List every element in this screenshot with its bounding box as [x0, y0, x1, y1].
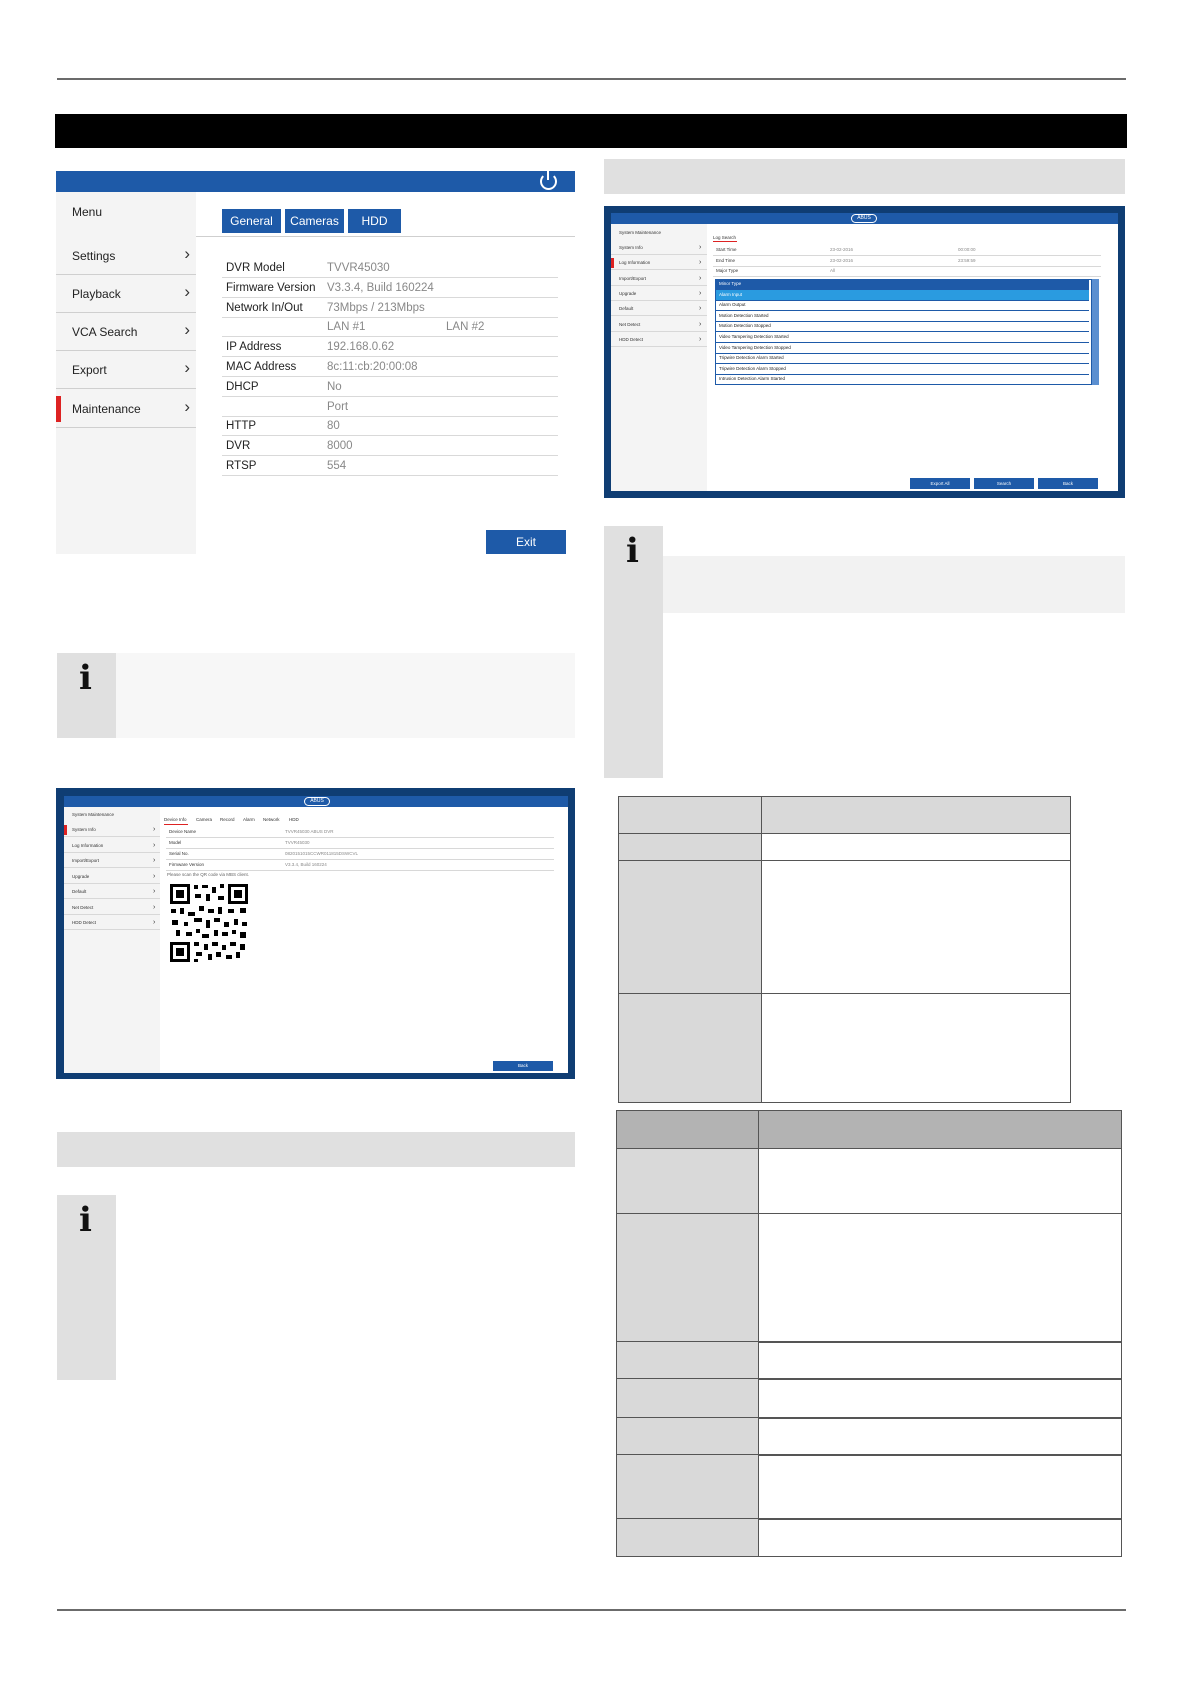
sysinfo-sidebar-item[interactable]: Import/Export: [72, 858, 100, 863]
table2-value-cell: [758, 1378, 1122, 1419]
log-sidebar-item[interactable]: HDD Detect: [619, 336, 644, 342]
tab-log-search[interactable]: Log Search: [713, 235, 737, 240]
divider: [166, 837, 554, 838]
chevron-right-icon: ›: [153, 919, 156, 926]
tab-hdd[interactable]: HDD: [348, 209, 401, 233]
chevron-right-icon: ›: [699, 274, 702, 282]
table2-label-cell: [616, 1213, 759, 1343]
divider: [713, 276, 1101, 277]
sysinfo-row-label: Model: [169, 840, 182, 845]
info-row: [222, 258, 558, 278]
chevron-right-icon: ›: [699, 244, 702, 251]
chevron-right-icon: ›: [153, 888, 156, 895]
info-row: [222, 397, 558, 417]
info-row-label: DVR Model: [226, 262, 285, 274]
table1-header-cell: [761, 796, 1071, 834]
sysinfo-sidebar-item[interactable]: Default: [72, 889, 87, 894]
event-type-option[interactable]: Alarm Output: [716, 300, 1089, 311]
table2-label-cell: [616, 1417, 759, 1456]
qr-note: Please scan the QR code via MBS client.: [167, 872, 250, 877]
table2-label-cell: [616, 1148, 759, 1214]
info-row-value-2: LAN #2: [446, 321, 485, 334]
footer-rule: [57, 1609, 1126, 1611]
table2-value-cell: [758, 1148, 1122, 1214]
table1-value-cell: [761, 833, 1071, 861]
chevron-right-icon: ›: [153, 826, 156, 833]
chevron-right-icon: ›: [699, 320, 702, 328]
info-icon: i: [626, 531, 639, 571]
table1-value-cell: [761, 993, 1071, 1103]
abus-logo: ABUS: [851, 214, 877, 223]
sysinfo-title: System Maintenance: [72, 812, 115, 817]
log-sidebar-item[interactable]: Default: [619, 306, 634, 312]
table1-label-cell: [618, 833, 762, 861]
chevron-right-icon: ›: [153, 903, 156, 911]
divider: [611, 300, 707, 301]
header-rule: [57, 78, 1126, 80]
info-row-label: MAC Address: [226, 361, 297, 373]
log-button[interactable]: Export All: [910, 478, 970, 489]
divider: [64, 836, 160, 837]
menu-top-bar: [56, 171, 575, 192]
info-row-label: DVR: [226, 440, 251, 453]
sysinfo-tab[interactable]: Camera: [196, 817, 213, 822]
divider: [611, 269, 707, 270]
table1-header-cell: [618, 796, 762, 834]
table1-value-cell: [761, 860, 1071, 994]
info-row-value: 554: [327, 460, 347, 472]
chevron-right-icon: ›: [184, 244, 190, 263]
divider: [166, 848, 554, 849]
chevron-right-icon: ›: [699, 335, 702, 343]
tab-underline: [196, 236, 575, 237]
divider: [611, 285, 707, 286]
divider: [64, 852, 160, 853]
table2-header-cell: [758, 1110, 1122, 1149]
info-box-body: [663, 556, 1125, 613]
divider: [64, 914, 160, 915]
sysinfo-row-label: Firmware Version: [169, 862, 205, 867]
active-marker: [611, 258, 614, 268]
table2-value-cell: [758, 1417, 1122, 1456]
divider: [713, 266, 1101, 267]
sysinfo-back-button[interactable]: Back: [493, 1061, 553, 1071]
log-title: System Maintenance: [619, 230, 662, 235]
event-list-scrollbar[interactable]: [1092, 279, 1099, 385]
table2-value-cell: [758, 1454, 1122, 1520]
table2-value-cell: [758, 1213, 1122, 1343]
sidebar-item-export[interactable]: Export ›: [56, 351, 196, 389]
divider: [166, 859, 554, 860]
sysinfo-sidebar-item[interactable]: System Info: [72, 827, 96, 832]
divider: [166, 870, 554, 871]
menu-title: Menu: [72, 205, 103, 219]
log-sidebar-item[interactable]: Log Information: [619, 260, 651, 266]
divider: [611, 315, 707, 316]
event-type-option[interactable]: Minor Type: [716, 279, 1089, 290]
tab-general[interactable]: General: [222, 209, 281, 233]
info-row: [222, 298, 558, 318]
table2-label-cell: [616, 1341, 759, 1380]
divider: [713, 255, 1101, 256]
event-type-option[interactable]: Intrusion Detection Alarm Started: [716, 374, 1089, 385]
table2-label-cell: [616, 1518, 759, 1557]
tab-underline: [713, 241, 737, 242]
sysinfo-sidebar-item[interactable]: Net Detect: [72, 904, 94, 910]
info-row-value: 73Mbps / 213Mbps: [327, 301, 425, 314]
chevron-right-icon: ›: [153, 857, 156, 864]
sysinfo-row-value: 0820151015CCWR011815DSWCVL: [285, 851, 358, 856]
info-row-value: V3.3.4, Build 160224: [327, 281, 434, 294]
sidebar-item-vca-search[interactable]: VCA Search ›: [56, 313, 196, 351]
info-row-label: Firmware Version: [226, 281, 316, 294]
log-button[interactable]: Search: [974, 478, 1034, 489]
active-marker: [64, 825, 67, 835]
info-row: [222, 337, 558, 357]
info-icon: i: [79, 658, 92, 698]
event-type-option[interactable]: Tripwire Detection Alarm Started: [716, 353, 1089, 364]
event-type-option[interactable]: Video Tampering Detection Stopped: [716, 343, 1089, 354]
info-row-value: LAN #1: [327, 321, 366, 334]
info-row-label: Network In/Out: [226, 301, 303, 314]
divider: [64, 867, 160, 868]
info-row: [222, 278, 558, 298]
chevron-right-icon: ›: [699, 259, 702, 267]
table2-header-cell: [616, 1110, 759, 1149]
log-sidebar-item[interactable]: Net Detect: [619, 321, 641, 327]
event-type-option[interactable]: Tripwire Detection Alarm Stopped: [716, 364, 1089, 375]
sysinfo-sidebar-item[interactable]: Upgrade: [72, 873, 90, 879]
info-row-value: 8000: [327, 440, 353, 453]
chevron-right-icon: ›: [184, 358, 190, 377]
log-field-value[interactable]: 23-02-2016: [830, 247, 854, 252]
abus-logo: ABUS: [304, 797, 330, 806]
info-row: [222, 416, 558, 436]
qr-code-image: [168, 882, 250, 964]
power-icon[interactable]: [540, 173, 557, 190]
log-sidebar-item[interactable]: Upgrade: [619, 290, 637, 296]
table1-label-cell: [618, 993, 762, 1103]
log-sidebar-item[interactable]: Import/Export: [619, 275, 647, 281]
sysinfo-sidebar-item[interactable]: HDD Detect: [72, 920, 97, 925]
sysinfo-row-value: TVVR45030: [285, 840, 310, 845]
chevron-right-icon: ›: [184, 320, 190, 339]
chevron-right-icon: ›: [184, 282, 190, 301]
info-row: [222, 357, 558, 377]
divider: [64, 883, 160, 884]
chevron-right-icon: ›: [699, 289, 702, 297]
divider: [64, 929, 160, 930]
info-row-value: 80: [327, 420, 340, 433]
table1-label-cell: [618, 860, 762, 994]
info-row-value: No: [327, 380, 342, 393]
sysinfo-tab[interactable]: Device Info: [164, 817, 187, 822]
event-type-option[interactable]: Motion Detection Started: [716, 311, 1089, 322]
info-icon: i: [79, 1200, 92, 1240]
log-field-label: End Time: [716, 257, 736, 263]
chevron-right-icon: ›: [153, 841, 156, 849]
log-field-value[interactable]: All: [830, 268, 836, 273]
sysinfo-row-label: Device Name: [169, 829, 197, 834]
sysinfo-row-value: TVVR45030 ABUS DVR: [285, 829, 334, 834]
sidebar-item-settings[interactable]: Settings ›: [56, 237, 196, 275]
table2-value-cell: [758, 1341, 1122, 1380]
event-type-option[interactable]: Video Tampering Detection Started: [716, 332, 1089, 343]
sysinfo-tab[interactable]: Record: [220, 817, 235, 822]
log-field-time[interactable]: 00:00:00: [958, 247, 976, 252]
info-row-label: IP Address: [226, 341, 282, 354]
info-row: [222, 317, 558, 337]
exit-button[interactable]: Exit: [486, 530, 566, 554]
log-field-time[interactable]: 23:59:59: [958, 257, 976, 263]
log-field-value[interactable]: 23-02-2016: [830, 257, 854, 263]
chevron-right-icon: ›: [699, 305, 702, 313]
event-type-option[interactable]: Motion Detection Stopped: [716, 321, 1089, 332]
log-field-label: Start Time: [716, 247, 737, 252]
info-row: [222, 377, 558, 397]
divider: [64, 898, 160, 899]
divider: [611, 331, 707, 332]
table2-label-cell: [616, 1454, 759, 1520]
log-field-label: Major Type: [716, 268, 739, 273]
info-row-value: 8c:11:cb:20:00:08: [327, 361, 418, 373]
info-row: [222, 456, 558, 476]
sysinfo-row-label: Serial No.: [169, 851, 189, 856]
info-row-value: 192.168.0.62: [327, 341, 395, 354]
sysinfo-tab[interactable]: Network: [263, 817, 280, 822]
chevron-right-icon: ›: [184, 397, 190, 416]
info-row-label: HTTP: [226, 420, 257, 433]
info-box-body: [116, 653, 575, 738]
log-sidebar-item[interactable]: System Info: [619, 245, 643, 250]
tab-underline: [164, 824, 188, 825]
sysinfo-sidebar-item[interactable]: Log Information: [72, 842, 104, 848]
info-row-value: Port: [327, 400, 349, 413]
info-row-label: DHCP: [226, 380, 259, 393]
event-type-option[interactable]: Alarm Input: [716, 290, 1089, 301]
subheading-bar-right: [604, 159, 1125, 194]
info-row: [222, 436, 558, 456]
info-row-value: TVVR45030: [327, 262, 390, 274]
divider: [611, 254, 707, 255]
subheading-bar-left: [57, 1132, 575, 1167]
sysinfo-tab[interactable]: Alarm: [243, 817, 255, 822]
sysinfo-row-value: V3.3.4, Build 160224: [285, 862, 327, 867]
tab-cameras[interactable]: Cameras: [285, 209, 344, 233]
sidebar-item-maintenance[interactable]: Maintenance ›: [56, 390, 196, 428]
table2-label-cell: [616, 1378, 759, 1419]
sysinfo-tab[interactable]: HDD: [289, 817, 299, 822]
section-title-bar: [55, 114, 1127, 148]
log-button[interactable]: Back: [1038, 478, 1098, 489]
sidebar-item-playback[interactable]: Playback ›: [56, 275, 196, 313]
divider: [611, 346, 707, 347]
table2-value-cell: [758, 1518, 1122, 1557]
chevron-right-icon: ›: [153, 872, 156, 880]
info-row-label: RTSP: [226, 460, 257, 472]
